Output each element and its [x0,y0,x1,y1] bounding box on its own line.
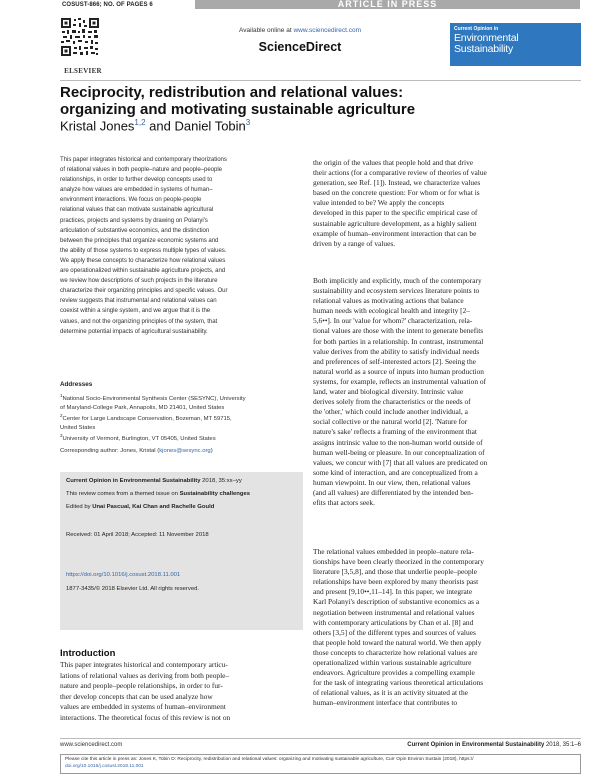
addresses [60,392,305,444]
body-line: generation, see Ref. [1]). Instead, we characterize values [313,178,481,188]
footer-journal-pages: 2018, 35:1–6 [544,742,581,748]
info-journal-volume: 2018, 35:xx–yy [200,478,242,484]
intro-line: nature and people–people relationships, in order to fur- [60,681,223,690]
abstract-line: are operationalized within sustainable agriculture projects, and [60,267,226,275]
body-line: of relational values, as it is an activity situated at the [313,688,468,698]
author-1-affiliation[interactable]: 1,2 [134,118,146,127]
body-line: the 'other,' which could include another individual, a [313,407,468,417]
intro-line: interactions. The theoretical focus of this review is not on [60,712,231,722]
body-line: that people hold toward the natural world. We then apply [313,637,482,647]
body-line: The relational values embedded in people–nature rela- [313,547,474,556]
body-line: endeavors. Agriculture provides a compelling example [313,668,475,678]
info-journal-name: Current Opinion in Environmental Sustainability [66,478,201,484]
body-line: derives solely from the characteristics or the needs of [313,397,471,407]
body-line: some kind of interaction, and are conceptualized from a [313,467,478,477]
body-line: values, we concur with [7] that all values are predicated on [313,457,488,467]
abstract-line: values, and not the organizing principles of the system, that [60,317,218,325]
addresses-heading: Addresses [60,381,93,388]
body-line: operationalized within various sustainable agriculture [313,658,472,668]
abstract-line: articulation of substantive economics, and the distinction [60,226,210,234]
article-title [60,84,490,118]
elsevier-tree-logo-icon [60,17,100,57]
available-online [210,27,390,34]
citation-line-1: Please cite this article in press as: Jones K, Tobin D: Reciprocity, redistribution and relational values: organizing and motivating sustainable agriculture, Curr Opin Environ Sustain (2018), https:// [65,757,474,762]
abstract-line: coexist within a single system, and we argue that it is the [60,307,211,315]
corr-email-link[interactable]: kjones@sesync.org [159,448,211,454]
body-line: Karl Polanyi's description of substantive economics as a [313,597,480,607]
address-3-line-1: University of Vermont, Burlington, VT 05405, United States [62,436,216,443]
citation-doi-link[interactable]: doi.org/10.1016/j.cosust.2018.11.001 [65,763,144,769]
body-line: sustainable agriculture development, as a highly salient [313,218,477,228]
info-issue-theme: Sustainability challenges [179,491,250,497]
corresponding-author [60,448,305,454]
body-line: relational values as motivating actions that balance [313,296,464,306]
body-line: land, water and biological diversity. Intrinsic value [313,387,464,397]
abstract-line: practices, projects and systems by drawing on Polanyi's [60,216,208,224]
body-line: example of human–environment interaction that can be [313,228,477,238]
citation-box [60,754,581,774]
body-line: human needs with ecological health and integrity [2– [313,306,471,316]
body-line: negotiation between instrumental and relational values [313,607,475,617]
body-line: their actions (for a comparative review of theories of value [313,168,487,178]
abstract-line: the ability of those systems to express multiple types of values. [60,246,227,254]
body-line: for both parties in a relationship. In contrast, instrumental [313,336,484,346]
abstract-line: This paper integrates historical and contemporary theorizations [60,156,227,163]
body-line: others [3,5] of the different types and sources of values [313,627,476,637]
abstract-line: relational values that can motivate sustainable agricultural [60,206,214,214]
body-line: social collective or the natural world [2]. 'Nature for [313,417,468,427]
address-1-line-1: National Socio-Environmental Synthesis Center (SESYNC), University [62,395,246,402]
journal-banner [450,23,581,66]
in-press-label: ARTICLE IN PRESS [337,0,438,9]
address-2-line-2: United States [60,424,96,431]
abstract-line: review suggests that instrumental and relational values can [60,297,217,305]
footer-journal-name: Current Opinion in Environmental Sustainability [407,742,545,748]
abstract-line: relationships, in order to further develop concepts used to [60,176,213,184]
body-line: nature's sake' reflects a framing of the environment that [313,427,477,437]
author-separator: and [145,118,175,134]
body-line: and preferences of self-interested actors [2]. Seeing the [313,356,476,366]
body-line: efits that actors seek. [313,498,375,508]
info-edited-prefix: Edited by [66,504,93,510]
article-code: COSUST-866; NO. OF PAGES 6 [62,2,153,8]
body-line: for the task of integrating various theoretical articulations [313,678,484,688]
body-line: systems, for example, reflects an instrumental valuation of [313,376,487,386]
article-info-box [60,472,303,630]
title-line-1: Reciprocity, redistribution and relational values: [60,84,404,101]
info-editors [66,504,214,510]
author-1: Kristal Jones [60,118,135,134]
abstract-line: between the principles that organize economic systems and [60,236,219,244]
body-line: those concepts to characterize how relational values are [313,647,478,657]
body-line: human viewpoint. In our view, then, relational values [313,477,471,487]
introduction-heading: Introduction [60,648,116,659]
body-line: Both implicitly and explicitly, much of the contemporary [313,276,482,285]
header-divider [60,80,581,81]
address-1-marker: 1 [60,393,63,398]
info-doi-link[interactable]: https://doi.org/10.1016/j.cosust.2018.11.001 [66,572,181,578]
body-line: literature [3,5,8], and those that underlie people–people [313,567,477,577]
abstract-line: of relational values in both people–nature and people–people [60,166,223,174]
address-2-line-1: Center for Large Landscape Conservation, Bozeman, MT 59715, [62,416,232,423]
body-line: 5,6••]. In our 'value for whom?' characterization, rela- [313,316,473,326]
abstract-line: characterize their organizing principles and specific values. Our [60,287,228,295]
author-list [60,118,250,133]
body-line: developed in this paper to the specific empirical case of [313,208,478,218]
body-line: the origin of the values that people hold and that drive [313,158,474,167]
journal-prefix: Current Opinion in [454,26,499,32]
abstract-line: we review how descriptions of such projects in the literature [60,277,218,285]
body-line: (and all values) are differentiated by the intended ben- [313,487,474,497]
author-2-affiliation[interactable]: 3 [245,118,251,127]
journal-name: Environmental Sustainability [454,32,519,55]
footer-journal [320,742,581,748]
info-editor-names: Unai Pascual, Kai Chan and Rachelle Gould [92,504,215,510]
abstract [60,155,303,337]
body-line: assigns intrinsic value to the non-human world outside of [313,437,483,447]
address-1-line-2: of Maryland-College Park, Annapolis, MD 21401, United States [60,404,225,411]
abstract-line: environment interactions. We focus on people-people [60,196,202,204]
body-line: tional values are those with the intent to generate benefits [313,326,484,336]
info-issue [66,491,250,497]
abstract-line: determine potential impacts of agricultural sustainability. [60,327,208,335]
intro-line: lations of relational values as deriving from both people– [60,670,230,680]
body-line: tionships have been clearly theorized in the contemporary [313,557,484,567]
info-copyright: 1877-3435/© 2018 Elsevier Ltd. All rights reserved. [66,586,200,592]
intro-line: ther develop concepts that can be used analyze how [60,691,213,701]
right-paragraph-1 [313,158,581,249]
info-journal [66,478,242,484]
body-line: natural world as a source of inputs into human production [313,366,484,376]
body-line: value derives from the ability to satisfy individual needs [313,346,480,356]
body-line: sustainability and ecosystem services literature points to [313,286,480,296]
sciencedirect-logo: ScienceDirect [258,40,342,54]
footer-divider [60,738,581,739]
intro-line: This paper integrates historical and contemporary articu- [60,660,228,669]
elsevier-wordmark: ELSEVIER [64,67,102,75]
body-line: value intended to be? We apply the concepts [313,198,445,208]
info-issue-prefix: This review comes from a themed issue on [66,491,180,497]
intro-line: values are embedded in systems of human–environment [60,702,226,711]
available-prefix: Available online at [238,27,294,34]
author-2: Daniel Tobin [174,118,246,134]
footer-site: www.sciencedirect.com [60,742,123,748]
body-line: based on the concrete question: For whom or for what is [313,188,480,198]
abstract-line: We apply these concepts to characterize how relational values [60,256,226,264]
sciencedirect-url-link[interactable]: www.sciencedirect.com [293,27,361,34]
right-paragraph-3 [313,547,581,709]
address-2-marker: 2 [60,413,63,419]
right-paragraph-2 [313,276,581,508]
address-3-marker: 3 [60,433,63,439]
corr-suffix: ) [210,448,213,454]
body-line: with contemporary articulations by Chan et al. [8] and [313,617,474,627]
abstract-line: analyze how values are embedded in systems of human– [60,186,213,194]
info-dates: Received: 01 April 2018; Accepted: 11 November 2018 [66,532,209,538]
corr-prefix: Corresponding author: Jones, Kristal ( [60,448,160,454]
body-line: human well-being or pleasure. In our conceptualization of [313,447,485,457]
body-line: relationships have been explored by many theorists past [313,577,479,587]
introduction-text [60,660,305,723]
body-line: human–environment interface that contributes to [313,698,458,708]
body-line: driven by a range of values. [313,238,396,248]
body-line: and present [9,10••,11–14]. In this paper, we integrate [313,587,473,597]
title-line-2: organizing and motivating sustainable agriculture [60,101,416,118]
